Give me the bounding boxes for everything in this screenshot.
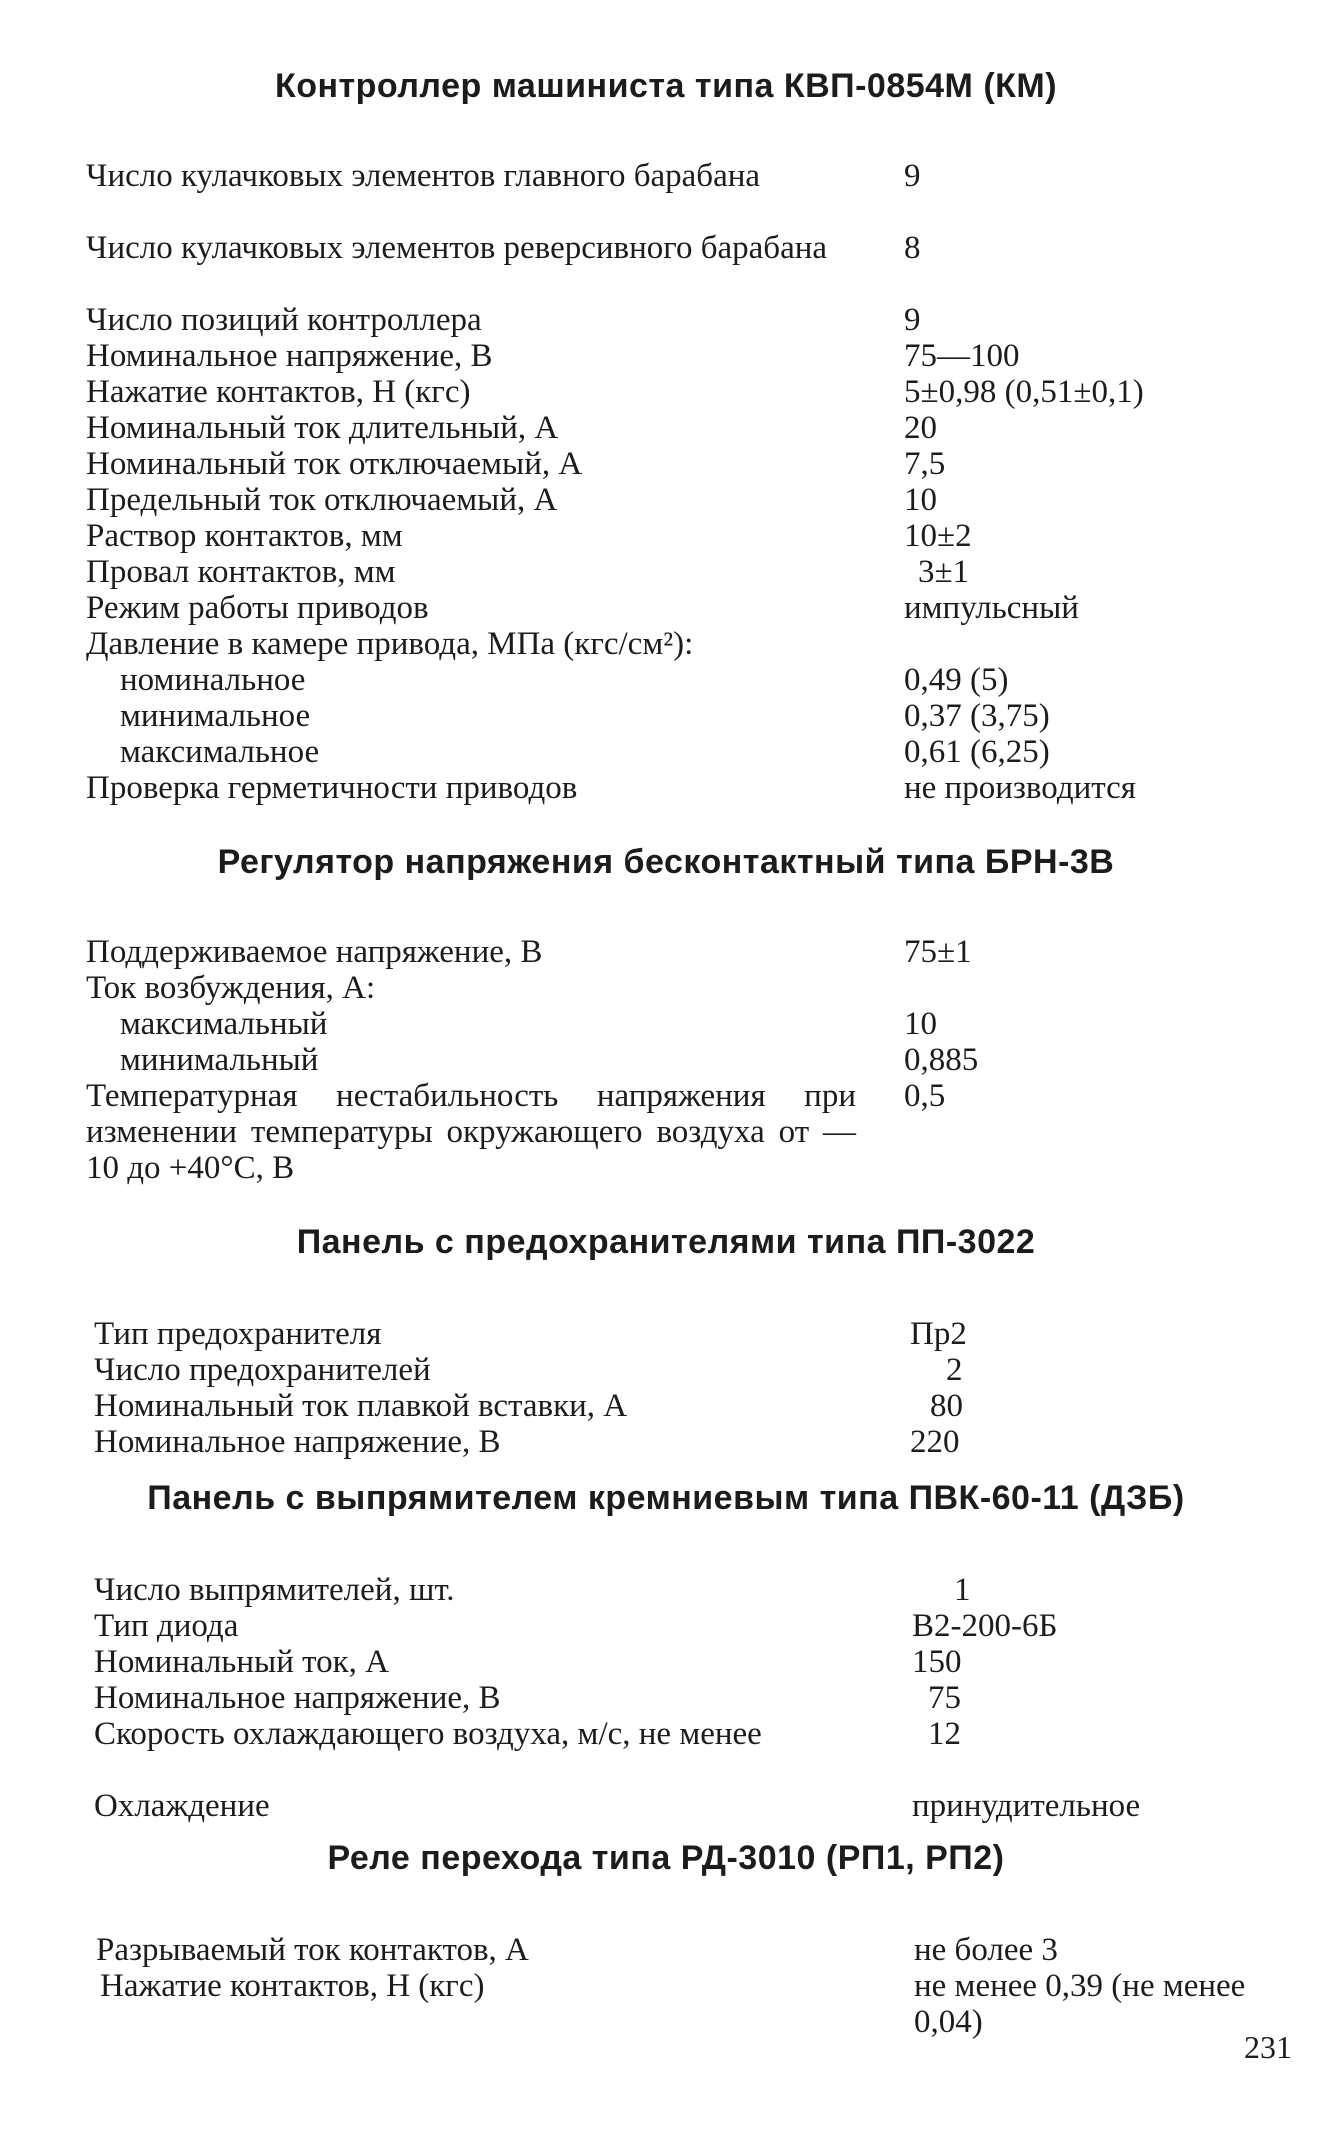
spec-label: Нажатие контактов, Н (кгс) <box>100 1968 485 2004</box>
spec-label: Режим работы приводов <box>86 590 429 626</box>
spec-row <box>0 1608 1332 1644</box>
spec-label: Предельный ток отключаемый, А <box>86 482 558 518</box>
spec-label: Нажатие контактов, Н (кгс) <box>86 374 471 410</box>
spec-value: В2-200-6Б <box>912 1608 1058 1644</box>
spec-value: 7,5 <box>904 446 946 482</box>
spec-row <box>0 1006 1332 1042</box>
spec-value: не менее 0,39 (не менее 0,04) <box>914 1968 1246 2040</box>
spec-row <box>0 1680 1332 1716</box>
spec-label: Тип предохранителя <box>94 1316 382 1352</box>
spec-row <box>0 158 1332 230</box>
spec-label: Раствор контактов, мм <box>86 518 403 554</box>
spec-value: принудительное <box>912 1788 1141 1824</box>
spec-value: 9 <box>904 302 921 338</box>
spec-value: 1 <box>954 1572 971 1608</box>
spec-label: Скорость охлаждающего воздуха, м/с, не менее <box>94 1716 762 1752</box>
spec-sublabel: минимальное <box>120 698 311 734</box>
spec-value: 0,5 <box>904 1078 946 1114</box>
spec-label: Поддерживаемое напряжение, В <box>86 934 543 970</box>
spec-value: 10±2 <box>904 518 972 554</box>
spec-value: импульсный <box>904 590 1079 626</box>
spec-value: 220 <box>910 1424 960 1460</box>
spec-row <box>0 374 1332 410</box>
spec-row <box>0 1932 1332 1968</box>
spec-value: не производится <box>904 770 1136 806</box>
spec-row <box>0 518 1332 554</box>
spec-sublabel: максимальный <box>120 1006 328 1042</box>
spec-row <box>0 970 1332 1006</box>
spec-value: 8 <box>904 230 921 266</box>
spec-label: Проверка герметичности приводов <box>86 770 578 806</box>
spec-label: Охлаждение <box>94 1788 270 1824</box>
spec-row <box>0 482 1332 518</box>
spec-value: 10 <box>904 482 937 518</box>
spec-row <box>0 698 1332 734</box>
spec-value: 20 <box>904 410 937 446</box>
spec-row <box>0 1716 1332 1788</box>
spec-row <box>0 1042 1332 1078</box>
spec-row <box>0 1968 1332 2040</box>
spec-row <box>0 446 1332 482</box>
spec-row <box>0 1316 1332 1352</box>
spec-row <box>0 1424 1332 1460</box>
section-pp-fuse-panel <box>0 1222 1332 1460</box>
spec-value: 75—100 <box>904 338 1020 374</box>
spec-value: Пр2 <box>910 1316 967 1352</box>
spec-value: 12 <box>928 1716 961 1752</box>
spec-row <box>0 770 1332 806</box>
spec-label: Число кулачковых элементов реверсивного барабана <box>86 230 828 266</box>
spec-label: Провал контактов, мм <box>86 554 396 590</box>
spec-value: 2 <box>946 1352 963 1388</box>
spec-label: Число предохранителей <box>94 1352 431 1388</box>
spec-sublabel: номинальное <box>120 662 306 698</box>
spec-label: Номинальный ток плавкой вставки, А <box>94 1388 628 1424</box>
spec-label: Номинальное напряжение, В <box>94 1680 501 1716</box>
section-title: Регулятор напряжения бесконтактный типа БРН-3В <box>217 843 1115 881</box>
spec-label: Температурная нестабильность напряжения при изменении температуры окружающего воздуха от —10 до +40°С, В <box>86 1078 856 1186</box>
spec-row <box>0 338 1332 374</box>
section-title: Реле перехода типа РД-3010 (РП1, РП2) <box>327 1839 1005 1877</box>
spec-row <box>0 590 1332 626</box>
spec-row <box>0 1388 1332 1424</box>
section-brn-regulator <box>0 842 1332 1186</box>
spec-value: 75 <box>928 1680 961 1716</box>
spec-row <box>0 626 1332 662</box>
spec-label: Номинальный ток отключаемый, А <box>86 446 583 482</box>
page-number: 231 <box>1244 2029 1292 2065</box>
spec-sublabel: максимальное <box>120 734 320 770</box>
spec-row <box>0 1352 1332 1388</box>
spec-label: Номинальный ток длительный, А <box>86 410 559 446</box>
spec-row <box>0 934 1332 970</box>
section-pvk-rectifier-panel <box>0 1478 1332 1824</box>
spec-row <box>0 734 1332 770</box>
spec-row <box>0 662 1332 698</box>
spec-value: 10 <box>904 1006 937 1042</box>
spec-row <box>0 302 1332 338</box>
section-title: Контроллер машиниста типа КВП-0854М (КМ) <box>274 67 1058 105</box>
spec-label: Разрываемый ток контактов, А <box>96 1932 529 1968</box>
section-title: Панель с выпрямителем кремниевым типа ПВК-60-11 (ДЗБ) <box>147 1479 1185 1517</box>
spec-label: Номинальное напряжение, В <box>86 338 493 374</box>
spec-value: 0,61 (6,25) <box>904 734 1050 770</box>
spec-sublabel: минимальный <box>120 1042 319 1078</box>
spec-label: Число выпрямителей, шт. <box>94 1572 455 1608</box>
spec-row <box>0 554 1332 590</box>
spec-value: 3±1 <box>918 554 970 590</box>
section-kvp-controller <box>0 66 1332 806</box>
section-title: Панель с предохранителями типа ПП-3022 <box>296 1223 1036 1261</box>
section-rd-relay <box>0 1838 1332 2040</box>
spec-value: 5±0,98 (0,51±0,1) <box>904 374 1144 410</box>
spec-row <box>0 230 1332 302</box>
spec-row <box>0 1788 1332 1824</box>
spec-row <box>0 1572 1332 1608</box>
spec-value: 80 <box>930 1388 963 1424</box>
spec-value: 150 <box>912 1644 962 1680</box>
spec-label: Номинальный ток, А <box>94 1644 389 1680</box>
spec-value: 0,49 (5) <box>904 662 1009 698</box>
spec-label: Номинальное напряжение, В <box>94 1424 501 1460</box>
spec-label: Тип диода <box>94 1608 239 1644</box>
spec-row <box>0 410 1332 446</box>
spec-value: 9 <box>904 158 921 194</box>
spec-value: не более 3 <box>914 1932 1058 1968</box>
spec-value: 0,37 (3,75) <box>904 698 1050 734</box>
spec-label: Давление в камере привода, МПа (кгс/см²): <box>86 626 694 662</box>
spec-row <box>0 1078 1332 1186</box>
spec-row <box>0 1644 1332 1680</box>
spec-value: 75±1 <box>904 934 972 970</box>
spec-label: Число позиций контроллера <box>86 302 482 338</box>
spec-value: 0,885 <box>904 1042 979 1078</box>
spec-label: Число кулачковых элементов главного барабана <box>86 158 761 194</box>
spec-label: Ток возбуждения, А: <box>86 970 376 1006</box>
